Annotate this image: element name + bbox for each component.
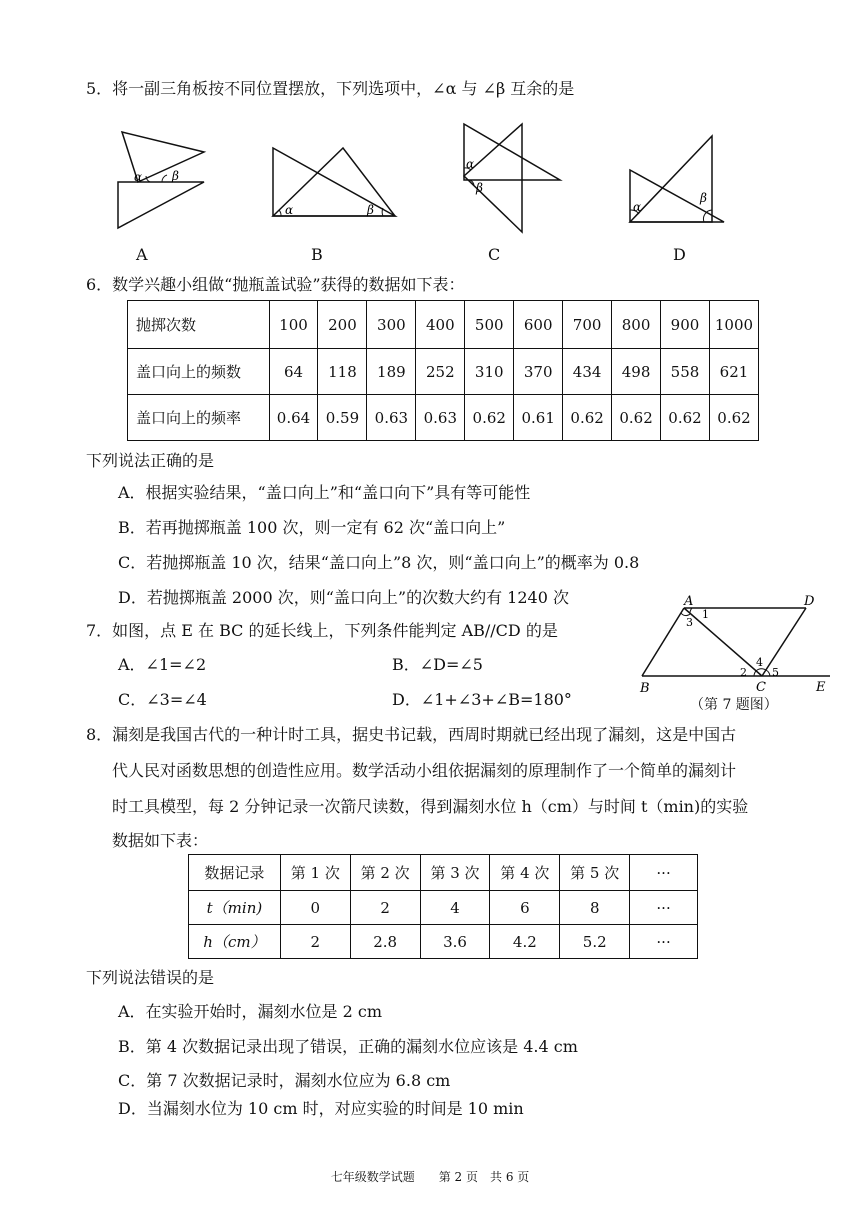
q5-figure-b — [265, 140, 405, 222]
q6-cell: 100 — [269, 301, 318, 349]
q7-option-a: A．∠1=∠2 — [118, 655, 207, 674]
q5-stem: 5．将一副三角板按不同位置摆放，下列选项中，∠α 与 ∠β 互余的是 — [86, 79, 575, 98]
q6-cell: 600 — [514, 301, 563, 349]
q6-cell: 0.61 — [514, 395, 563, 441]
q6-cell: 310 — [465, 349, 514, 395]
q6-cell: 498 — [612, 349, 661, 395]
q8-h-row — [189, 925, 698, 959]
q7-option-b: B．∠D=∠5 — [392, 655, 483, 674]
q5-label-a: A — [136, 245, 148, 264]
q6-prompt: 下列说法正确的是 — [86, 451, 215, 470]
q8-cell: 3.6 — [420, 925, 490, 959]
q6-row-counts — [128, 349, 759, 395]
q6-cell: 621 — [709, 349, 758, 395]
q7-angle-4: 4 — [756, 656, 763, 669]
q6-cell: 800 — [612, 301, 661, 349]
q8-cell: t（min) — [189, 891, 281, 925]
q7-angle-3: 3 — [686, 616, 693, 629]
q6-cell: 0.63 — [416, 395, 465, 441]
q7-option-d: D．∠1+∠3+∠B=180° — [392, 690, 572, 709]
q6-cell: 400 — [416, 301, 465, 349]
q5-d-beta: β — [700, 191, 707, 205]
q7-point-e: E — [816, 680, 826, 694]
q6-cell: 434 — [563, 349, 612, 395]
q8-header-row — [189, 855, 698, 891]
q6-cell: 0.59 — [318, 395, 367, 441]
q6-option-b: B．若再抛掷瓶盖 100 次，则一定有 62 次“盖口向上” — [118, 518, 506, 537]
q7-option-c: C．∠3=∠4 — [118, 690, 207, 709]
q7-angle-2: 2 — [740, 666, 747, 679]
q8-cell: 4.2 — [490, 925, 560, 959]
q6-cell: 370 — [514, 349, 563, 395]
q6-cell: 0.62 — [661, 395, 710, 441]
q8-cell: 第 2 次 — [350, 855, 420, 891]
q8-cell: h（cm） — [189, 925, 281, 959]
q5-figure-a — [112, 128, 212, 232]
q8-cell: 第 4 次 — [490, 855, 560, 891]
q7-angle-1: 1 — [702, 608, 709, 621]
q5-d-alpha: α — [633, 200, 642, 214]
q8-cell: 2.8 — [350, 925, 420, 959]
q7-point-d: D — [804, 594, 815, 609]
q8-cell: 第 3 次 — [420, 855, 490, 891]
q5-c-alpha: α — [466, 157, 475, 171]
q6-cell: 0.64 — [269, 395, 318, 441]
q6-row-header: 抛掷次数 — [128, 301, 270, 349]
q6-cell: 300 — [367, 301, 416, 349]
q6-row-freqs — [128, 395, 759, 441]
q8-option-d: D．当漏刻水位为 10 cm 时，对应实验的时间是 10 min — [118, 1099, 524, 1118]
q8-prompt: 下列说法错误的是 — [86, 968, 215, 987]
q5-a-alpha: α — [134, 170, 143, 184]
q7-figure-caption: （第 7 题图） — [690, 697, 778, 713]
q6-table — [127, 300, 759, 441]
q8-stem-line-4: 数据如下表： — [112, 831, 209, 850]
q6-row-header: 盖口向上的频率 — [128, 395, 270, 441]
q7-stem: 7．如图，点 E 在 BC 的延长线上，下列条件能判定 AB//CD 的是 — [86, 621, 558, 640]
q6-cell: 200 — [318, 301, 367, 349]
q8-option-b: B．第 4 次数据记录出现了错误，正确的漏刻水位应该是 4.4 cm — [118, 1037, 578, 1056]
q8-cell: 5.2 — [560, 925, 630, 959]
q8-cell: 第 5 次 — [560, 855, 630, 891]
q6-cell: 64 — [269, 349, 318, 395]
q8-cell: ··· — [630, 925, 698, 959]
q6-row-header: 盖口向上的频数 — [128, 349, 270, 395]
q5-b-beta: β — [367, 203, 374, 217]
q6-row-throws — [128, 301, 759, 349]
q6-cell: 252 — [416, 349, 465, 395]
q5-figure-d — [624, 130, 734, 226]
q6-stem: 6．数学兴趣小组做“抛瓶盖试验”获得的数据如下表： — [86, 275, 465, 294]
q6-option-c: C．若抛掷瓶盖 10 次，结果“盖口向上”8 次，则“盖口向上”的概率为 0.8 — [118, 553, 640, 572]
q8-cell: ··· — [630, 891, 698, 925]
q5-label-d: D — [673, 245, 686, 264]
q8-stem-line-3: 时工具模型，每 2 分钟记录一次箭尺读数，得到漏刻水位 h（cm）与时间 t（min)的实验 — [112, 797, 749, 816]
q6-cell: 0.62 — [563, 395, 612, 441]
q5-a-beta: β — [172, 169, 179, 183]
q6-cell: 1000 — [709, 301, 758, 349]
q8-option-c: C．第 7 次数据记录时，漏刻水位应为 6.8 cm — [118, 1071, 451, 1090]
q8-cell: 2 — [280, 925, 350, 959]
q8-cell: 第 1 次 — [280, 855, 350, 891]
q7-figure — [634, 590, 834, 694]
q8-cell: 8 — [560, 891, 630, 925]
q5-b-alpha: α — [285, 203, 294, 217]
q6-cell: 0.63 — [367, 395, 416, 441]
q8-table — [188, 854, 698, 959]
q8-cell: ··· — [630, 855, 698, 891]
q5-figure-c — [456, 120, 568, 240]
q6-cell: 0.62 — [465, 395, 514, 441]
q8-cell: 数据记录 — [189, 855, 281, 891]
q7-angle-5: 5 — [772, 666, 779, 679]
q6-cell: 500 — [465, 301, 514, 349]
q6-cell: 189 — [367, 349, 416, 395]
q5-label-c: C — [488, 245, 501, 264]
q7-point-b: B — [640, 681, 650, 694]
q6-cell: 118 — [318, 349, 367, 395]
q6-cell: 0.62 — [709, 395, 758, 441]
q7-point-a: A — [684, 594, 694, 609]
q8-t-row — [189, 891, 698, 925]
q8-cell: 0 — [280, 891, 350, 925]
q8-cell: 6 — [490, 891, 560, 925]
q5-label-b: B — [311, 245, 323, 264]
q6-option-a: A．根据实验结果，“盖口向上”和“盖口向下”具有等可能性 — [118, 483, 531, 502]
q8-cell: 4 — [420, 891, 490, 925]
q6-option-d: D．若抛掷瓶盖 2000 次，则“盖口向上”的次数大约有 1240 次 — [118, 588, 569, 607]
q6-cell: 700 — [563, 301, 612, 349]
q6-cell: 900 — [661, 301, 710, 349]
q6-cell: 0.62 — [612, 395, 661, 441]
q7-point-c: C — [756, 680, 766, 694]
page-footer: 七年级数学试题 第 2 页 共 6 页 — [330, 1170, 530, 1184]
q8-stem-line-1: 8．漏刻是我国古代的一种计时工具，据史书记载，西周时期就已经出现了漏刻，这是中国古 — [86, 725, 737, 744]
q8-option-a: A．在实验开始时，漏刻水位是 2 cm — [118, 1002, 383, 1021]
q8-cell: 2 — [350, 891, 420, 925]
q8-stem-line-2: 代人民对函数思想的创造性应用。数学活动小组依据漏刻的原理制作了一个简单的漏刻计 — [112, 761, 737, 780]
q5-c-beta: β — [476, 181, 483, 195]
q6-cell: 558 — [661, 349, 710, 395]
